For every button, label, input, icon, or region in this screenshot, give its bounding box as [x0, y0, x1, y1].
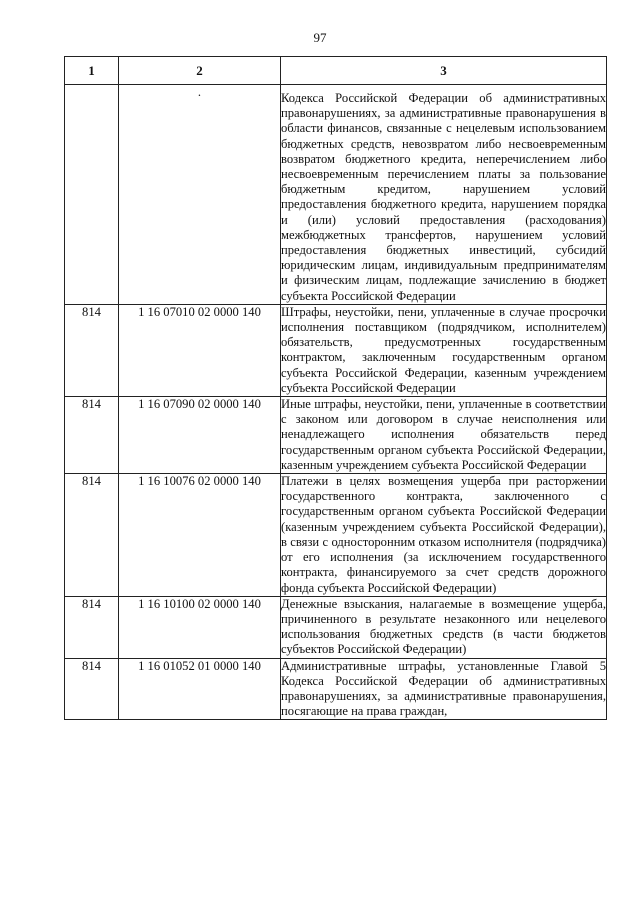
column-header-3: 3 [281, 57, 607, 85]
table-row [65, 304, 607, 396]
description-cell: Кодекса Российской Федерации об административных правонарушениях, за административные правонарушения в области финансов, связанные с нецелевым использованием бюджетных средств, невозвратом либо несвоевременным возвратом бюджетного кредита, неперечислением либо несвоевременным перечислением платы за пользование бюджетным кредитом, нарушением условий предоставления бюджетного кредита, нарушением порядка и (или) условий предоставления (расходования) межбюджетных трансфертов, нарушением условий предоставления бюджетных инвестиций, субсидий юридическим лицам, индивидуальным предпринимателям и физическим лицам, подлежащие зачислению в бюджет субъекта Российской Федерации [281, 85, 607, 305]
description-cell: Денежные взыскания, налагаемые в возмещение ущерба, причиненного в результате незаконного или нецелевого использования бюджетных средств (в части бюджетов субъектов Российской Федерации) [281, 596, 606, 657]
income-codes-table [64, 56, 607, 720]
admin-code-cell: 814 [65, 474, 119, 597]
admin-code-cell: 814 [65, 596, 119, 658]
admin-code-cell: 814 [65, 397, 119, 474]
table-header-row [65, 57, 607, 85]
admin-code-cell [65, 85, 119, 305]
description-cell: Иные штрафы, неустойки, пени, уплаченные в соответствии с законом или договором в случае неисполнения или ненадлежащего исполнения обязательств перед государственным органом субъекта Российской Федерации, казенным учреждением субъекта Российской Федерации [281, 397, 606, 472]
table-row [65, 474, 607, 597]
description-cell: Административные штрафы, установленные Главой 5 Кодекса Российской Федерации об административных правонарушениях, за административные правонарушения, посягающие на права граждан, [281, 658, 606, 719]
page-number: 97 [313, 30, 327, 45]
table-row [65, 658, 607, 720]
income-code-cell: 1 16 10100 02 0000 140 [119, 596, 281, 658]
column-header-1: 1 [65, 57, 119, 85]
description-cell: Штрафы, неустойки, пени, уплаченные в случае просрочки исполнения поставщиком (подрядчиком, исполнителем) обязательств, предусмотренных государственным контрактом, заключенным государственным органом субъекта Российской Федерации, казенным учреждением субъекта Российской Федерации [281, 304, 606, 395]
admin-code-cell: 814 [65, 304, 119, 396]
table-row-continuation [65, 85, 607, 305]
income-code-cell: . [119, 85, 281, 305]
table-row [65, 596, 607, 658]
table-row [65, 397, 607, 474]
description-cell: Платежи в целях возмещения ущерба при расторжении государственного контракта, заключенного с государственным органом субъекта Российской Федерации (казенным учреждением субъекта Российской Федерации), в связи с односторонним отказом исполнителя (подрядчика) от его исполнения (за исключением государственного контракта, финансируемого за счет средств дорожного фонда субъекта Российской Федерации) [281, 474, 606, 595]
income-code-cell: 1 16 01052 01 0000 140 [119, 658, 281, 720]
income-code-cell: 1 16 07090 02 0000 140 [119, 397, 281, 474]
income-code-cell: 1 16 10076 02 0000 140 [119, 474, 281, 597]
column-header-2: 2 [119, 57, 281, 85]
income-code-cell: 1 16 07010 02 0000 140 [119, 304, 281, 396]
admin-code-cell: 814 [65, 658, 119, 720]
